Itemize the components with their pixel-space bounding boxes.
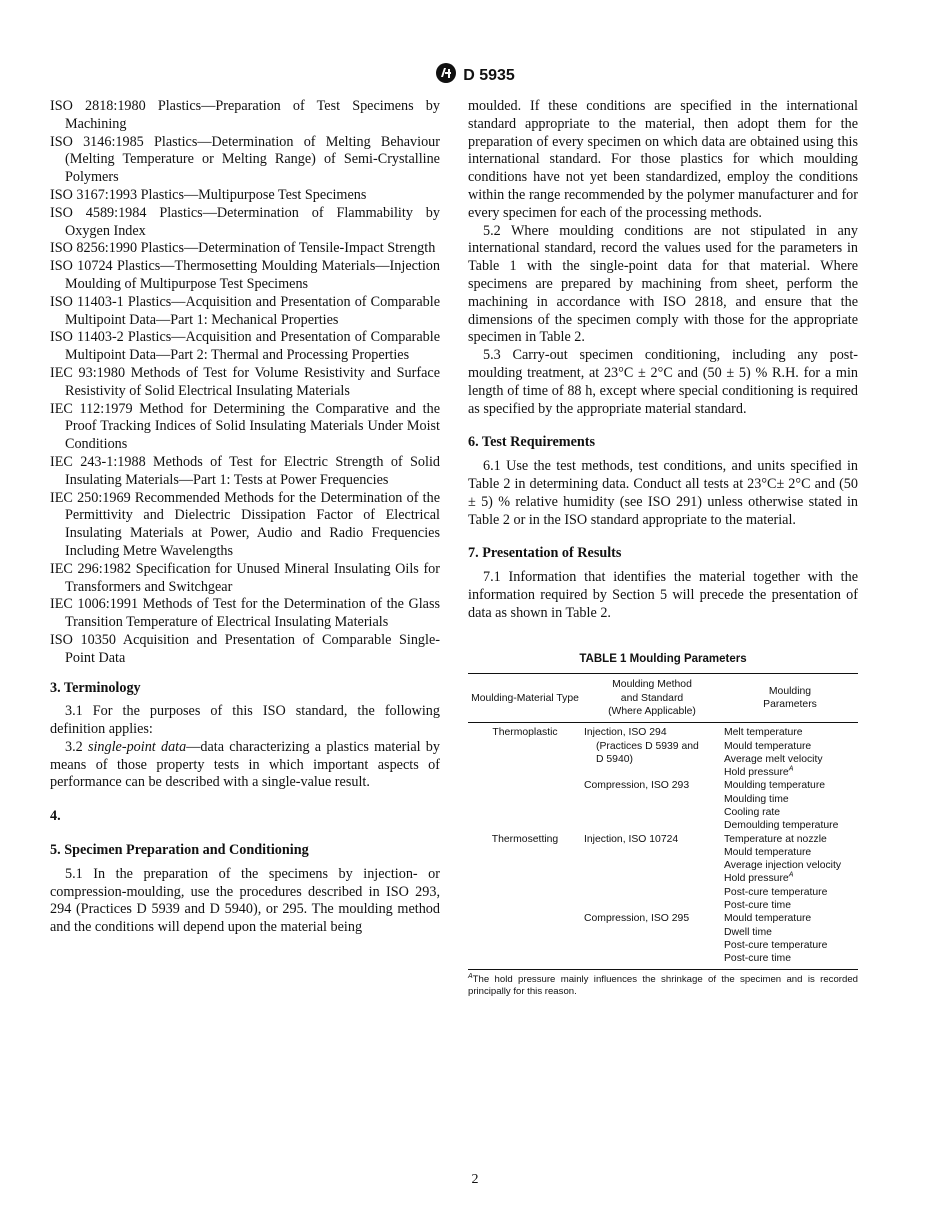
reference-item: ISO 11403-2 Plastics—Acquisition and Presentation of Comparable Multipoint Data—Part 2: Thermal and Processing Properties	[50, 329, 440, 364]
reference-item: ISO 3167:1993 Plastics—Multipurpose Test Specimens	[50, 186, 367, 203]
reference-item: IEC 93:1980 Methods of Test for Volume Resistivity and Surface Resistivity of Solid Electrical Insulating Materials	[50, 364, 440, 399]
paragraph-5-2: 5.2 Where moulding conditions are not stipulated in any international standard, record the values used for the parameters in Table 1 with the single-point data for that material. Where specimens are prepared by machining from sheet, perform the machining in accordance with ISO 2818, and ensure that the dimensions of the specimen comply with those for the appropriate specimen in Table 2.	[468, 222, 858, 346]
parameters-cell	[722, 833, 858, 913]
parameter-item: Mould temperature	[724, 740, 812, 752]
reference-item: ISO 10350 Acquisition and Presentation of Comparable Single-Point Data	[50, 631, 440, 666]
parameter-text: Hold pressure	[724, 873, 789, 885]
reference-item: IEC 112:1979 Method for Determining the Comparative and the Proof Tracking Indices of Solid Insulating Materials Under Moist Conditions	[50, 400, 440, 453]
parameter-item: Moulding time	[724, 793, 789, 805]
reference-item: ISO 2818:1980 Plastics—Preparation of Test Specimens by Machining	[50, 98, 440, 132]
parameter-item: Demoulding temperature	[724, 820, 839, 832]
footnote-marker: A	[788, 872, 794, 879]
header-line: and Standard	[620, 692, 684, 704]
section-6-heading: 6. Test Requirements	[468, 434, 596, 451]
method-cell	[582, 723, 722, 780]
column-header-method	[582, 674, 722, 723]
method-line: D 5940)	[596, 753, 633, 765]
parameter-item: Post-cure time	[724, 900, 791, 912]
left-column	[50, 98, 440, 937]
parameters-cell	[722, 912, 858, 969]
parameters-cell	[722, 779, 858, 832]
footnote-marker: A	[468, 972, 473, 980]
material-type-cell: Thermosetting	[491, 833, 559, 845]
parameter-item	[724, 872, 856, 885]
moulding-parameters-table	[468, 673, 858, 969]
table-row	[468, 833, 858, 913]
reference-item: ISO 11403-1 Plastics—Acquisition and Presentation of Comparable Multipoint Data—Part 1: Mechanical Properties	[50, 293, 440, 328]
table-header-row	[468, 674, 858, 723]
method-cell: Injection, ISO 10724	[584, 833, 679, 845]
parameter-item: Dwell time	[724, 926, 772, 938]
reference-item: ISO 10724 Plastics—Thermosetting Moulding Materials—Injection Moulding of Multipurpose Test Specimens	[50, 258, 440, 292]
table-footnote	[468, 974, 858, 998]
paragraph-3-2-text: —data characterizing a plastics material by means of those property tests in which important aspects of performance can be described with a single-value result.	[50, 738, 440, 791]
parameter-item: Temperature at nozzle	[724, 833, 827, 845]
section-3-heading: 3. Terminology	[50, 679, 141, 696]
paragraph-3-1: 3.1 For the purposes of this ISO standard, the following definition applies:	[50, 703, 440, 738]
material-type-cell	[468, 912, 582, 969]
paragraph-6-1: 6.1 Use the test methods, test conditions, and units specified in Table 2 in determining data. Conduct all tests at 23°C± 2°C and (50 ± 5) % relative humidity (see ISO 291) unless otherwise stated in Table 2 or in the ISO standard appropriate to the material.	[468, 458, 858, 528]
column-header-parameters	[722, 674, 858, 723]
table-1-title: TABLE 1 Moulding Parameters	[579, 652, 747, 665]
material-type-cell	[468, 779, 582, 832]
parameter-item: Post-cure time	[724, 953, 791, 965]
table-row	[468, 912, 858, 969]
method-cell: Compression, ISO 293	[584, 780, 690, 792]
parameter-item: Post-cure temperature	[724, 939, 828, 951]
paragraph-5-3: 5.3 Carry-out specimen conditioning, including any post-moulding treatment, at 23°C ± 2°C and (50 ± 5) % R.H. for a min length of time of 88 h, except where special conditioning is required as specified by the appropriate material standard.	[468, 347, 858, 417]
parameter-text: Hold pressure	[724, 767, 789, 779]
paragraph-5-1-start: 5.1 In the preparation of the specimens by injection- or compression-moulding, use the procedures described in ISO 293, 294 (Practices D 5939 and D 5940), or 295. The moulding method and the conditions will depend upon the material being	[50, 865, 440, 936]
section-4-heading: 4.	[50, 808, 61, 825]
footnote-text: The hold pressure mainly influences the shrinkage of the specimen and is recorded principally for this reason.	[468, 973, 858, 997]
parameter-item: Average melt velocity	[724, 753, 823, 765]
material-type-cell: Thermoplastic	[492, 727, 558, 739]
parameter-item: Melt temperature	[724, 727, 803, 739]
reference-item: IEC 1006:1991 Methods of Test for the Determination of the Glass Transition Temperature of Electrical Insulating Materials	[50, 596, 440, 631]
header-line: Parameters	[763, 699, 817, 711]
parameters-cell	[722, 723, 858, 780]
page-header	[0, 62, 950, 89]
method-line: (Practices D 5939 and	[596, 740, 699, 752]
paragraph-5-1-continued: moulded. If these conditions are specified in the international standard appropriate to the material, then adopt them for the preparation of every specimen on which data are obtained using this international standard. For those plastics for which moulding conditions have not yet been standardized, employ the conditions within the range recommended by the polymer manufacturer and for every specimen for each of the processing methods.	[468, 98, 858, 221]
section-7-heading: 7. Presentation of Results	[468, 545, 622, 562]
reference-item: ISO 4589:1984 Plastics—Determination of Flammability by Oxygen Index	[50, 204, 440, 239]
reference-item: ISO 3146:1985 Plastics—Determination of Melting Behaviour (Melting Temperature or Melting Range) of Semi-Crystalline Polymers	[50, 133, 440, 186]
parameter-item: Post-cure temperature	[724, 886, 828, 898]
section-5-heading: 5. Specimen Preparation and Conditioning	[50, 842, 309, 859]
reference-item: IEC 250:1969 Recommended Methods for the Determination of the Permittivity and Dielectric Dissipation Factor of Electrical Insulating Materials at Power, Audio and Radio Frequencies Including Metre Wavelengths	[50, 489, 440, 559]
defined-term: single-point data	[87, 738, 187, 755]
page-number: 2	[471, 1172, 479, 1187]
footnote-marker: A	[788, 765, 794, 773]
parameter-item: Mould temperature	[724, 846, 812, 858]
header-line: Moulding Method	[612, 679, 692, 691]
parameter-item: Average injection velocity	[724, 860, 842, 872]
reference-item: IEC 243-1:1988 Methods of Test for Electric Strength of Solid Insulating Materials—Part 1: Tests at Power Frequencies	[50, 453, 440, 488]
right-column	[468, 98, 858, 998]
paragraph-3-2-number: 3.2	[65, 738, 88, 755]
table-row	[468, 779, 858, 832]
astm-logo-icon	[435, 62, 457, 89]
column-header-material-type: Moulding-Material Type	[468, 674, 582, 723]
header-line: Moulding	[768, 685, 812, 697]
designation: D 5935	[463, 66, 515, 84]
reference-list	[50, 98, 440, 668]
header-line: (Where Applicable)	[608, 705, 696, 717]
method-cell: Compression, ISO 295	[582, 912, 722, 969]
table-row	[468, 723, 858, 780]
reference-item: IEC 296:1982 Specification for Unused Mineral Insulating Oils for Transformers and Switchgear	[50, 560, 440, 595]
parameter-item: Moulding temperature	[724, 780, 826, 792]
reference-item: ISO 8256:1990 Plastics—Determination of Tensile-Impact Strength	[50, 240, 436, 257]
paragraph-7-1: 7.1 Information that identifies the material together with the information required by Section 5 will precede the presentation of data as shown in Table 2.	[468, 569, 858, 621]
parameter-item	[724, 766, 856, 779]
parameter-item: Cooling rate	[724, 806, 781, 818]
method-line: Injection, ISO 294	[584, 727, 667, 739]
paragraph-3-2	[50, 739, 440, 792]
parameter-item: Mould temperature	[724, 913, 812, 925]
